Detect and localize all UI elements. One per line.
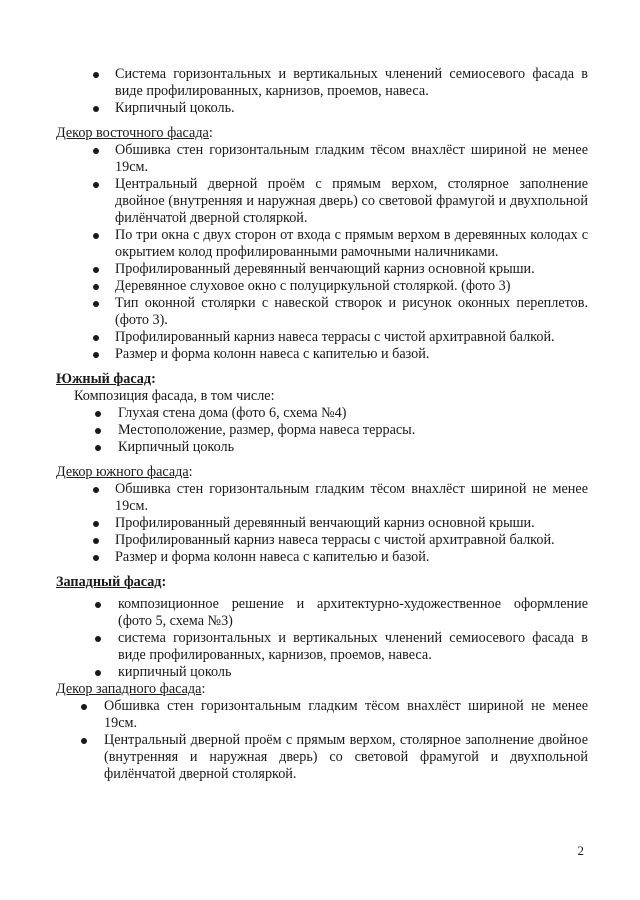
list-item: Центральный дверной проём с прямым верхом, столярное заполнение двойное (внутренняя и наружная дверь) со световой фрамугой и двухпольной филёнчатой дверной столяркой. — [56, 176, 588, 227]
list-item: Профилированный карниз навеса террасы с чистой архитравной балкой. — [56, 532, 588, 549]
bullet-icon — [93, 301, 99, 307]
bullet-icon — [93, 555, 99, 561]
south-facade-heading: Южный фасад: — [56, 371, 156, 387]
list-item: Размер и форма колонн навеса с капителью и базой. — [56, 549, 588, 566]
list-item: Обшивка стен горизонтальным гладким тёсом внахлёст шириной не менее 19см. — [56, 142, 588, 176]
bullet-icon — [93, 267, 99, 273]
facade-list-1 — [56, 66, 588, 117]
page-number: 2 — [577, 843, 584, 858]
list-item: Кирпичный цоколь — [56, 439, 588, 456]
list-item: Кирпичный цоколь. — [56, 100, 588, 117]
bullet-icon — [93, 182, 99, 188]
bullet-icon — [95, 445, 101, 451]
south-decor-heading: Декор южного фасада: — [56, 464, 193, 480]
list-item: Система горизонтальных и вертикальных членений семиосевого фасада в виде профилированных, карнизов, проемов, навеса. — [56, 66, 588, 100]
list-item: Обшивка стен горизонтальным гладким тёсом внахлёст шириной не менее 19см. — [56, 698, 588, 732]
bullet-icon — [95, 428, 101, 434]
list-item: кирпичный цоколь — [56, 664, 588, 681]
west-decor-heading: Декор западного фасада: — [56, 681, 206, 697]
bullet-icon — [93, 284, 99, 290]
bullet-icon — [95, 411, 101, 417]
east-decor-heading: Декор восточного фасада: — [56, 125, 213, 141]
bullet-icon — [93, 148, 99, 154]
bullet-icon — [95, 636, 101, 642]
list-item: Профилированный карниз навеса террасы с чистой архитравной балкой. — [56, 329, 588, 346]
bullet-icon — [95, 602, 101, 608]
bullet-icon — [93, 538, 99, 544]
south-facade-list — [56, 405, 588, 456]
south-decor-list — [56, 481, 588, 566]
list-item: Тип оконной столярки с навеской створок и рисунок оконных переплетов. (фото 3). — [56, 295, 588, 329]
list-item: Деревянное слуховое окно с полуциркульной столяркой. (фото 3) — [56, 278, 588, 295]
list-item: Центральный дверной проём с прямым верхом, столярное заполнение двойное (внутренняя и наружная дверь) со световой фрамугой и двухпольной филёнчатой дверной столяркой. — [56, 732, 588, 783]
bullet-icon — [95, 670, 101, 676]
bullet-icon — [93, 352, 99, 358]
west-facade-heading: Западный фасад: — [56, 574, 167, 590]
bullet-icon — [81, 738, 87, 744]
bullet-icon — [81, 704, 87, 710]
south-facade-subtitle: Композиция фасада, в том числе: — [74, 388, 275, 404]
list-item: По три окна с двух сторон от входа с прямым верхом в деревянных колодах с окрытием колод профилированными рамочными наличниками. — [56, 227, 588, 261]
list-item: Обшивка стен горизонтальным гладким тёсом внахлёст шириной не менее 19см. — [56, 481, 588, 515]
bullet-icon — [93, 487, 99, 493]
list-item: система горизонтальных и вертикальных членений семиосевого фасада в виде профилированных, карнизов, проемов, навеса. — [56, 630, 588, 664]
west-facade-list — [56, 596, 588, 681]
list-item: Глухая стена дома (фото 6, схема №4) — [56, 405, 588, 422]
bullet-icon — [93, 72, 99, 78]
east-decor-list — [56, 142, 588, 363]
list-item: Размер и форма колонн навеса с капителью и базой. — [56, 346, 588, 363]
bullet-icon — [93, 106, 99, 112]
list-item: Местоположение, размер, форма навеса террасы. — [56, 422, 588, 439]
list-item: Профилированный деревянный венчающий карниз основной крыши. — [56, 515, 588, 532]
bullet-icon — [93, 521, 99, 527]
bullet-icon — [93, 233, 99, 239]
list-item: композиционное решение и архитектурно-художественное оформление (фото 5, схема №3) — [56, 596, 588, 630]
bullet-icon — [93, 335, 99, 341]
list-item: Профилированный деревянный венчающий карниз основной крыши. — [56, 261, 588, 278]
west-decor-list — [56, 698, 588, 783]
